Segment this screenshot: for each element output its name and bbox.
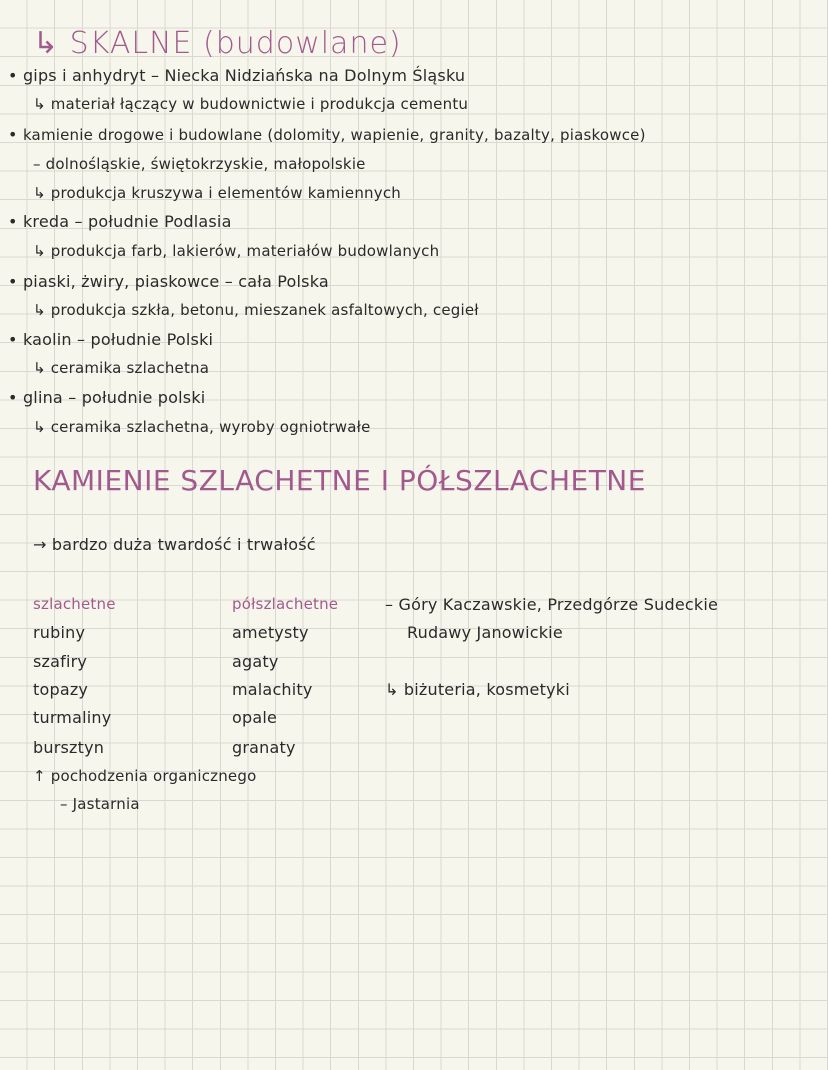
list-item: [8, 388, 205, 407]
item-text: kamienie drogowe i budowlane (dolomity, wapienie, granity, bazalty, piaskowce): [22, 126, 646, 144]
item-text: glina – południe polski: [22, 388, 206, 407]
list-item: ametysty: [232, 623, 309, 642]
list-subitem: ↳ materiał łączący w budownictwie i produkcja cementu: [33, 95, 469, 113]
list-item: malachity: [232, 680, 313, 699]
list-subitem: ↳ ceramika szlachetna, wyroby ogniotrwałe: [33, 418, 371, 436]
list-item: turmaliny: [33, 708, 112, 727]
list-subitem: ↳ produkcja farb, lakierów, materiałów budowlanych: [33, 242, 440, 260]
bullet: •: [8, 212, 18, 231]
section-title-kamienie: KAMIENIE SZLACHETNE I PÓŁSZLACHETNE: [33, 464, 646, 497]
item-text: kreda – południe Podlasia: [22, 212, 232, 231]
list-item: [8, 272, 329, 291]
list-subitem: ↳ ceramika szlachetna: [33, 359, 210, 377]
list-item: [8, 212, 232, 231]
bullet: •: [8, 272, 18, 291]
origin-location: – Jastarnia: [60, 795, 140, 813]
locations-line: – Góry Kaczawskie, Przedgórze Sudeckie: [385, 595, 719, 614]
item-text: piaski, żwiry, piaskowce – cała Polska: [22, 272, 329, 291]
list-item: granaty: [232, 738, 296, 757]
section-title-skalne: ↳ SKALNE (budowlane): [33, 26, 402, 61]
bullet: •: [8, 125, 18, 144]
uses-line: ↳ biżuteria, kosmetyki: [385, 680, 570, 699]
list-item: [8, 330, 213, 349]
col-header-szlachetne: szlachetne: [33, 595, 116, 613]
list-item: szafiry: [33, 652, 88, 671]
bullet: •: [8, 330, 18, 349]
list-item: topazy: [33, 680, 89, 699]
list-item: agaty: [232, 652, 279, 671]
list-item: [8, 66, 465, 85]
col-header-polszlachetne: półszlachetne: [232, 595, 339, 613]
item-text: gips i anhydryt – Niecka Nidziańska na Dolnym Śląsku: [22, 66, 466, 85]
list-item: [8, 125, 646, 144]
list-item: rubiny: [33, 623, 86, 642]
list-item: bursztyn: [33, 738, 105, 757]
origin-note: ↑ pochodzenia organicznego: [33, 767, 257, 785]
list-subitem: ↳ produkcja szkła, betonu, mieszanek asfaltowych, cegieł: [33, 301, 479, 319]
bullet: •: [8, 388, 18, 407]
locations-line: Rudawy Janowickie: [407, 623, 563, 642]
list-subitem: ↳ produkcja kruszywa i elementów kamiennych: [33, 184, 401, 202]
item-text: kaolin – południe Polski: [22, 330, 214, 349]
list-item: opale: [232, 708, 278, 727]
list-subitem: – dolnośląskie, świętokrzyskie, małopolskie: [33, 155, 366, 173]
note: → bardzo duża twardość i trwałość: [33, 535, 316, 554]
bullet: •: [8, 66, 18, 85]
